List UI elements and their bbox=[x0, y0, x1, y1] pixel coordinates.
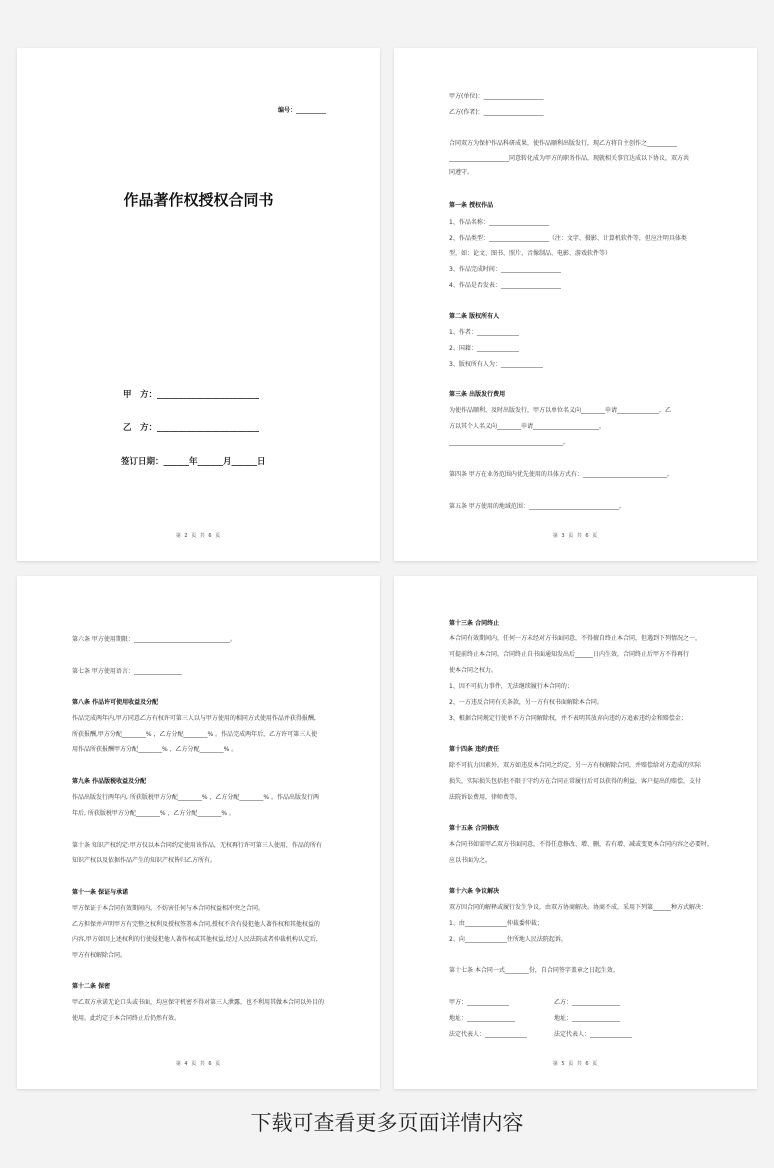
page-line: 1、因不可抗力事件，无法继续履行本合同的； bbox=[449, 683, 573, 690]
page-line: 用作品所获报酬甲方分配________% ，乙方分配________% 。 bbox=[72, 746, 238, 753]
signature-legal-rep-a: 法定代表人：______________ bbox=[449, 1031, 528, 1038]
page-line: 所获报酬,甲方分配________% ，乙方分配________% 。作品完成两年后，乙方许可第三人使 bbox=[72, 731, 318, 738]
signature-address-a: 地址：________________ bbox=[449, 1015, 516, 1022]
page-line: 使用。此约定于本合同终止后仍然有效。 bbox=[72, 1015, 181, 1022]
page-line: 第四条 甲方在业务范围内优先使用的具体方式有：____________________________。 bbox=[449, 471, 673, 478]
page-line: 同遵守。 bbox=[449, 169, 474, 176]
signature-address-b: 地址：________________ bbox=[554, 1015, 621, 1022]
page-line: 第六条 甲方使用期限：________________________________。 bbox=[72, 636, 236, 643]
page-line: 1、作者：______________ bbox=[449, 329, 519, 336]
page-line: 甲方有权解除合同。 bbox=[72, 952, 127, 959]
page-line: 2、国籍：______________ bbox=[449, 345, 519, 352]
section-heading: 第十一条 保证与承诺 bbox=[72, 889, 129, 896]
signature-party-b: 乙方：________________ bbox=[554, 999, 621, 1006]
document-title: 作品著作权授权合同书 bbox=[123, 191, 274, 209]
page-line: 双方因合同的解释或履行发生争议，由双方协商解决。协商不成，采用下列第______种方式解决： bbox=[449, 904, 708, 911]
section-heading: 第九条 作品版税收益及分配 bbox=[72, 778, 147, 785]
page-line: 方以其个人名义向________申请______________________， bbox=[449, 423, 606, 430]
page-line: 2、作品类型：____________________（注：文字、摄影、计算机软件等，但应注明具体类 bbox=[449, 235, 687, 242]
document-page-2 bbox=[394, 48, 757, 561]
section-heading: 第十六条 争议解决 bbox=[449, 888, 500, 895]
page-number: 第 4 页 共 6 页 bbox=[175, 1061, 222, 1067]
page-line: ______________________________________。 bbox=[449, 439, 570, 446]
page-line: 法院诉讼费用，律师费等。 bbox=[449, 794, 522, 801]
page-line: 3、根据合同规定行使单不方合同解除权，并不表明其放弃向违约方追索违约金和赔偿金； bbox=[449, 715, 687, 722]
page-line: 第五条 甲方使用的地域范围：______________________________。 bbox=[449, 503, 625, 510]
section-heading: 第十三条 合同终止 bbox=[449, 620, 500, 627]
page-line: 知识产权以及依据作品产生的知识产权皆归乙方所有。 bbox=[72, 857, 217, 864]
page-line: 3、版权所有人为：______________ bbox=[449, 361, 543, 368]
contract-number-label: 编号：__________ bbox=[277, 107, 326, 114]
party-b-field: 乙 方：________________________ bbox=[123, 423, 260, 433]
page-line: 为使作品顺利、及时出版发行，甲方以单位名义向________申请______________，乙 bbox=[449, 407, 672, 414]
page-number: 第 3 页 共 6 页 bbox=[552, 533, 599, 539]
page-number: 第 2 页 共 6 页 bbox=[175, 533, 222, 539]
page-line: 甲方保证于本合同有效期间内，不妨害任何与本合同权益相冲突之合同。 bbox=[72, 905, 265, 912]
page-line: 甲乙双方承诺无论口头或书面，均应保守机密不得对第三人泄露，也不利用其做本合同以外目的 bbox=[72, 999, 325, 1006]
document-page-cover bbox=[17, 48, 380, 561]
page-line: 第七条 甲方使用语言：________________ bbox=[72, 668, 182, 675]
page-line: 除不可抗力因素外，双方如违反本合同之约定，另一方有权解除合同，并赔偿给对方造成的实际 bbox=[449, 762, 702, 769]
page-line: 2、一方违反合同有关条款，另一方有权书面解除本合同。 bbox=[449, 699, 603, 706]
page-line: 甲方(单位)：____________________ bbox=[449, 93, 544, 100]
page-line: 作品出版发行两年内, 所获版税甲方分配________% ，乙方分配________% 。作品出版发行两 bbox=[72, 794, 320, 801]
page-line: 损失，实际损失包括但不限于守约方在合同正常履行后可以获得的利益，客户提出的赔偿，支付 bbox=[449, 778, 702, 785]
section-heading: 第一条 授权作品 bbox=[449, 202, 494, 209]
party-a-field: 甲 方：________________________ bbox=[123, 390, 260, 400]
page-line: 本合同书如需甲乙双方书面同意，不得任意修改、增、删，若有增、减或变更本合同内容之必要时， bbox=[449, 841, 714, 848]
section-heading: 第二条 版权所有人 bbox=[449, 313, 500, 320]
section-heading: 第十五条 合同修改 bbox=[449, 825, 500, 832]
page-line: 可提前终止本合同，合同终止自书面通知发出后______日内生效，合同终止后甲方不得再行 bbox=[449, 651, 690, 658]
page-line: 4、作品是否发表：____________________ bbox=[449, 282, 561, 289]
page-line: 合同双方为保护作品科研成果，使作品顺利出版发行，现乙方将自主创作之__________ bbox=[449, 140, 678, 147]
page-line: 型，如：论文、图书、照片、音像制品、电影、游戏软件等） bbox=[449, 250, 612, 257]
download-more-caption: 下载可查看更多页面详情内容 bbox=[250, 1111, 524, 1135]
section-heading: 第十二条 保密 bbox=[72, 983, 111, 990]
page-line: 作品完成两年内,甲方同意乙方有权许可第三人以与甲方使用的相同方式使用作品并获得报酬, bbox=[72, 715, 316, 722]
page-line: 第十七条 本合同一式________份，自合同签字盖章之日起生效。 bbox=[449, 967, 619, 974]
page-line: 第十条 知识产权约定:甲方仅以本合同约定使用该作品，无权再行许可第三人使用，作品的所有 bbox=[72, 842, 322, 849]
section-heading: 第八条 作品许可使用收益及分配 bbox=[72, 699, 159, 706]
page-line: 年后, 所获版税甲方分配________% ，乙方分配________% 。 bbox=[72, 810, 236, 817]
page-line: 1、作品名称：____________________ bbox=[449, 219, 549, 226]
page-line: 使本合同之权力。 bbox=[449, 667, 498, 674]
document-page-3 bbox=[17, 576, 380, 1089]
section-heading: 第十四条 违约责任 bbox=[449, 746, 500, 753]
page-line: ____________________同意转化成为甲方的职务作品，现就相关事宜达成以下协议，双方共 bbox=[449, 155, 690, 162]
page-line: 乙方担保并声明甲方有完整之权利及授权签署本合同,授权不含有侵犯他人著作权和其他权益的 bbox=[72, 921, 320, 928]
page-line: 本合同有效期间内，任何一方未经对方书面同意，不得擅自终止本合同，但遇到下列情况之一， bbox=[449, 635, 702, 642]
page-number: 第 5 页 共 6 页 bbox=[552, 1061, 599, 1067]
page-line: 3、作品完成时间：____________________ bbox=[449, 266, 561, 273]
section-heading: 第三条 出版发行费用 bbox=[449, 391, 506, 398]
page-line: 应以书面为之。 bbox=[449, 857, 492, 864]
page-line: 1、由______________仲裁委仲裁； bbox=[449, 920, 543, 927]
page-line: 2、向______________住所地人民法院起诉。 bbox=[449, 936, 567, 943]
page-line: 乙方(作者)：____________________ bbox=[449, 109, 544, 116]
sign-date-field: 签订日期：______年______月______日 bbox=[121, 457, 266, 467]
signature-legal-rep-b: 法定代表人：______________ bbox=[554, 1031, 633, 1038]
signature-party-a: 甲方：______________ bbox=[449, 999, 510, 1006]
page-line: 内容,甲方如因上述权利的行使侵犯他人著作权或其他权益,经过人民法院或者仲裁机构认定后, bbox=[72, 936, 318, 943]
document-page-4 bbox=[394, 576, 757, 1089]
